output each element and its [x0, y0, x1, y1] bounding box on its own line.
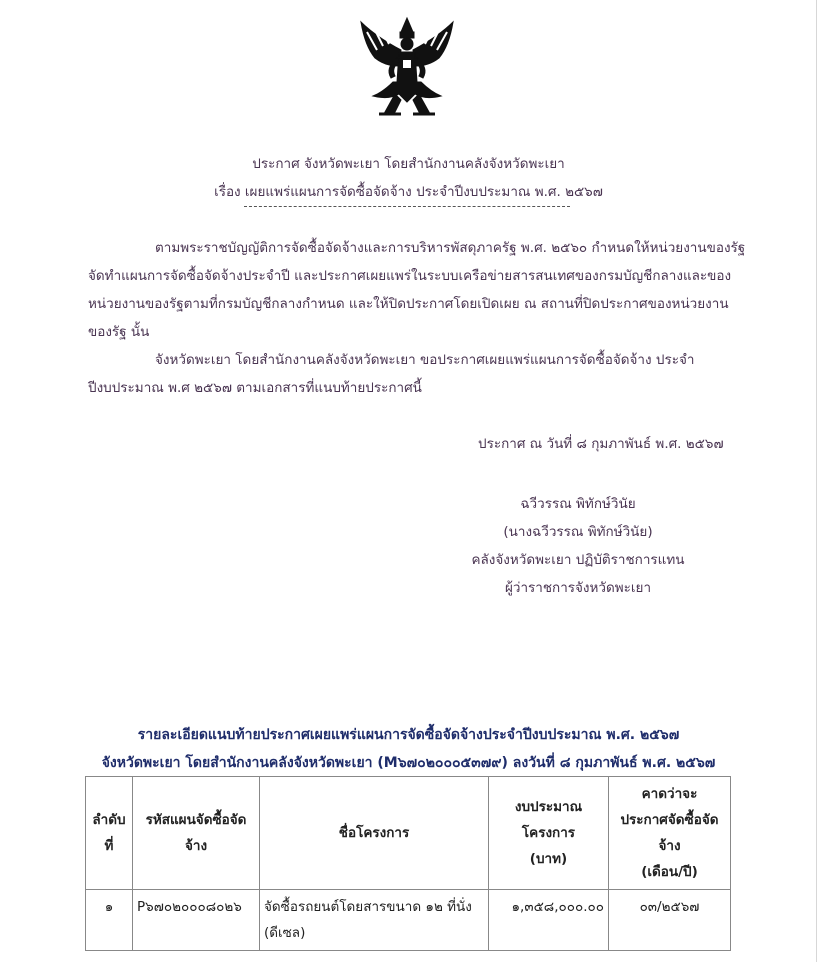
- header-expected-line: ประกาศจัดซื้อจัด: [620, 812, 719, 828]
- header-project-name: ชื่อโครงการ: [260, 777, 489, 890]
- announcement-subject: เรื่อง เผยแพร่แผนการจัดซื้อจัดจ้าง ประจำปีงบประมาณ พ.ศ. ๒๕๖๗: [214, 184, 603, 200]
- header-plan-code-line: จ้าง: [184, 838, 208, 854]
- header-no-line: ที่: [104, 838, 114, 854]
- row-plan-code: P๖๗๐๒๐๐๐๘๐๒๖: [133, 890, 260, 951]
- signatory-position: คลังจังหวัดพะเยา ปฏิบัติราชการแทน: [471, 552, 685, 568]
- header-no-line: ลำดับ: [92, 812, 126, 828]
- body-paragraph-line: จังหวัดพะเยา โดยสำนักงานคลังจังหวัดพะเยา ขอประกาศเผยแพร่แผนการจัดซื้อจัดจ้าง ประจำ: [155, 352, 695, 368]
- header-no: [86, 777, 133, 890]
- attachment-heading: รายละเอียดแนบท้ายประกาศเผยแพร่แผนการจัดซื้อจัดจ้างประจำปีงบประมาณ พ.ศ. ๒๕๖๗: [137, 727, 680, 743]
- body-paragraph-line: หน่วยงานของรัฐตามที่กรมบัญชีกลางกำหนด และให้ปิดประกาศโดยเปิดเผย ณ สถานที่ปิดประกาศของหน่วยงาน: [88, 296, 729, 312]
- header-plan-code: [133, 777, 260, 890]
- row-project-name: [260, 890, 489, 951]
- header-budget-line: โครงการ: [521, 825, 576, 841]
- header-budget-line: งบประมาณ: [514, 799, 583, 815]
- row-no: ๑: [86, 890, 133, 951]
- row-expected-date: ๐๓/๒๕๖๗: [609, 890, 731, 951]
- row-project-name-line: (ดีเซล): [264, 925, 306, 941]
- signature-name: ฉวีวรรณ พิทักษ์วินัย: [520, 496, 636, 512]
- header-expected-line: คาดว่าจะ: [641, 786, 698, 802]
- body-paragraph-line: จัดทำแผนการจัดซื้อจัดจ้างประจำปี และประกาศเผยแพร่ในระบบเครือข่ายสารสนเทศของกรมบัญชีกลางและของ: [88, 268, 732, 284]
- signatory-full-name: (นางฉวีวรรณ พิทักษ์วินัย): [503, 524, 653, 540]
- header-expected-date: [609, 777, 731, 890]
- header-expected-line: จ้าง: [658, 838, 681, 854]
- row-budget: ๑,๓๕๘,๐๐๐.๐๐: [489, 890, 609, 951]
- announcement-title: ประกาศ จังหวัดพะเยา โดยสำนักงานคลังจังหวัดพะเยา: [252, 156, 565, 172]
- header-plan-code-line: รหัสแผนจัดซื้อจัด: [145, 812, 247, 828]
- table-row: [86, 890, 731, 951]
- garuda-emblem-icon: [355, 16, 459, 120]
- attachment-subheading: จังหวัดพะเยา โดยสำนักงานคลังจังหวัดพะเยา (M๖๗๐๒๐๐๐๕๓๗๙) ลงวันที่ ๘ กุมภาพันธ์ พ.ศ. ๒๕๖๗: [101, 755, 716, 771]
- row-project-name-line: จัดซื้อรถยนต์โดยสารขนาด ๑๒ ที่นั่ง: [264, 899, 472, 915]
- procurement-plan-table: [85, 776, 731, 951]
- body-paragraph-line: ตามพระราชบัญญัติการจัดซื้อจัดจ้างและการบริหารพัสดุภาครัฐ พ.ศ. ๒๕๖๐ กำหนดให้หน่วยงานของรัฐ: [155, 240, 746, 256]
- announcement-date: ประกาศ ณ วันที่ ๘ กุมภาพันธ์ พ.ศ. ๒๕๖๗: [478, 436, 724, 452]
- signatory-on-behalf-of: ผู้ว่าราชการจังหวัดพะเยา: [504, 580, 652, 596]
- header-budget-line: (บาท): [529, 851, 568, 867]
- body-paragraph-line: ปีงบประมาณ พ.ศ ๒๕๖๗ ตามเอกสารที่แนบท้ายประกาศนี้: [88, 380, 422, 396]
- header-expected-line: (เดือน/ปี): [641, 864, 698, 880]
- header-budget: [489, 777, 609, 890]
- table-header-row: [86, 777, 731, 890]
- title-divider: [244, 206, 570, 207]
- body-paragraph-line: ของรัฐ นั้น: [88, 324, 150, 340]
